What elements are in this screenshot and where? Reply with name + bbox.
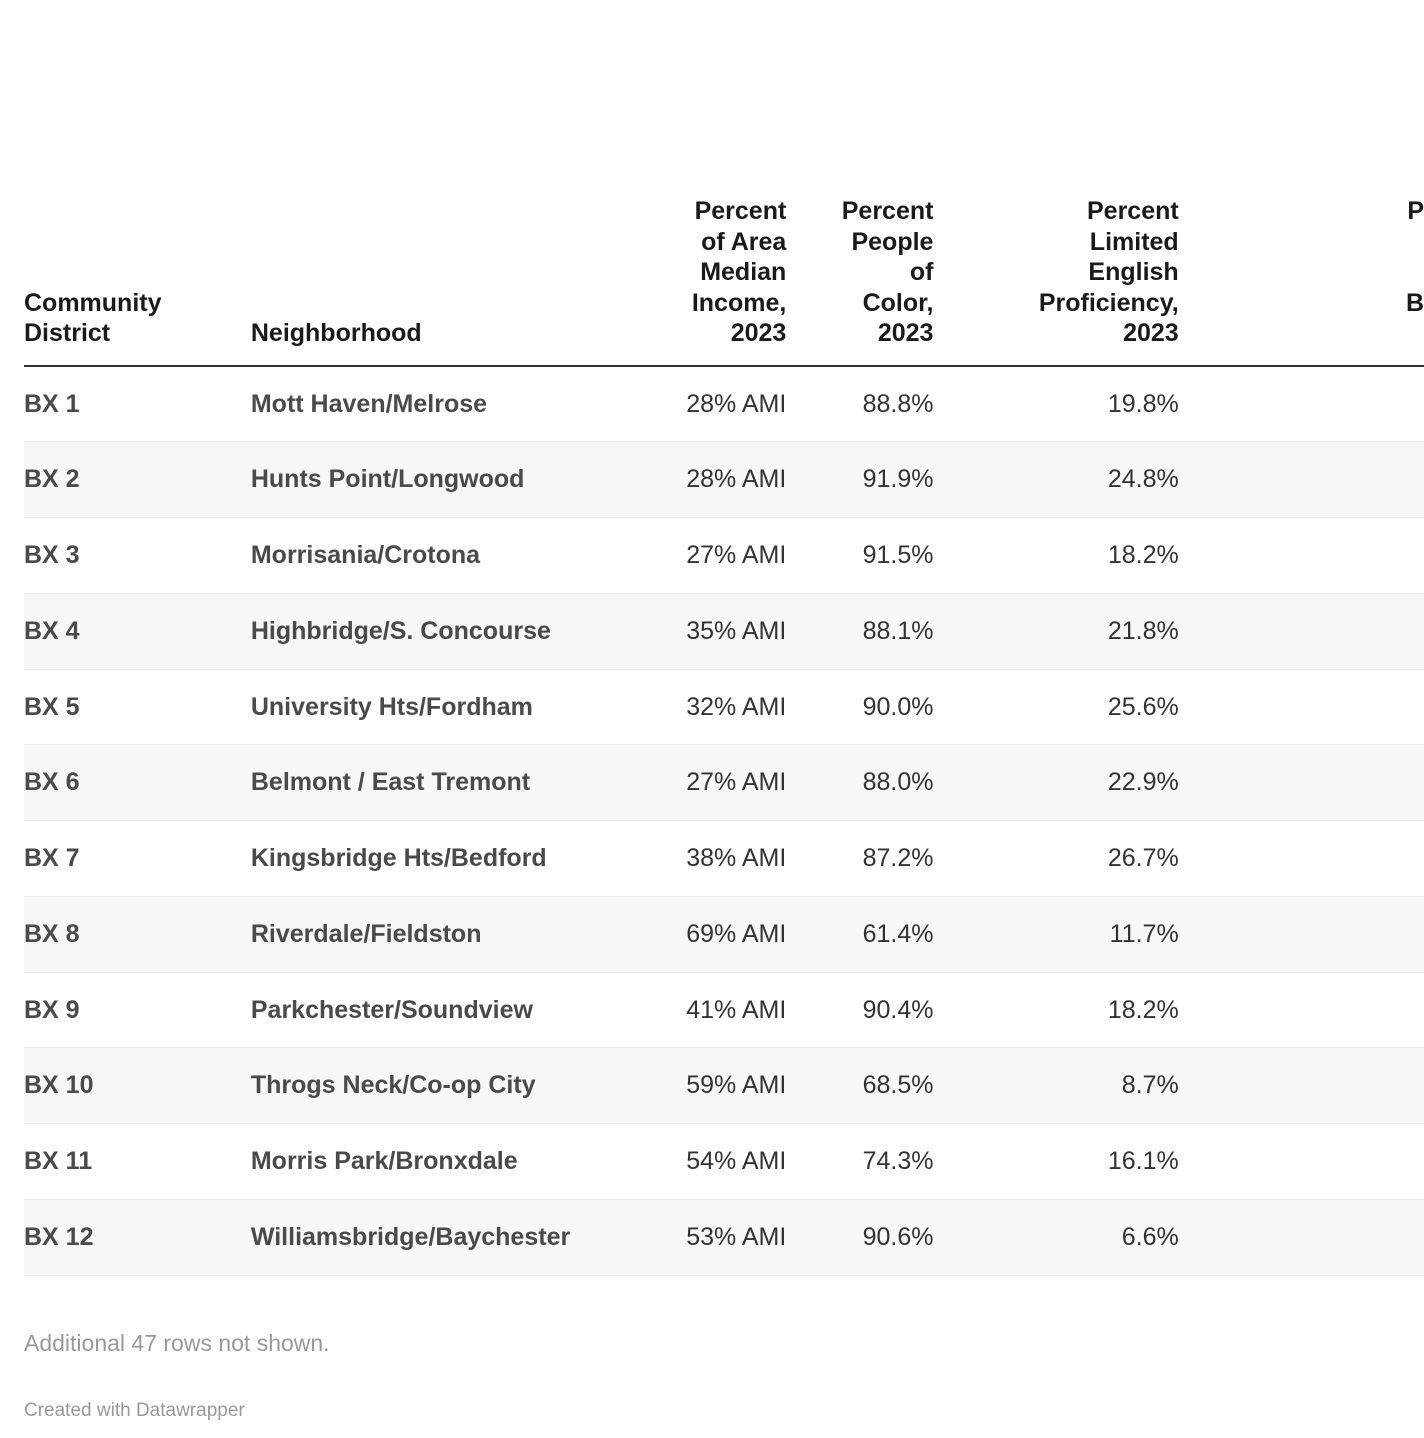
cell-percent-limited-english: 8.7% [933, 1048, 1178, 1124]
cell-truncated [1179, 1048, 1424, 1124]
rows-not-shown-note: Additional 47 rows not shown. [24, 1330, 330, 1356]
cell-community-district: BX 4 [24, 593, 251, 669]
header-line [1207, 257, 1424, 288]
cell-neighborhood: Mott Haven/Melrose [251, 366, 629, 442]
header-line: Percent [694, 197, 787, 225]
cell-community-district: BX 12 [24, 1199, 251, 1275]
column-header-percent-people-of-color[interactable] [786, 196, 933, 366]
cell-community-district: BX 6 [24, 745, 251, 821]
cell-percent-people-of-color: 88.8% [786, 366, 933, 442]
table-row[interactable] [24, 1048, 1424, 1124]
table-row[interactable] [24, 442, 1424, 518]
cell-community-district: BX 9 [24, 972, 251, 1048]
cell-neighborhood: Morris Park/Bronxdale [251, 1124, 629, 1200]
header-line: Neighborhood [250, 319, 422, 347]
cell-percent-people-of-color: 68.5% [786, 1048, 933, 1124]
cell-neighborhood: Hunts Point/Longwood [251, 442, 629, 518]
cell-percent-ami: 32% AMI [629, 669, 786, 745]
table-row[interactable] [24, 972, 1424, 1048]
table-row[interactable] [24, 1199, 1424, 1275]
header-line: Median [700, 258, 787, 286]
header-line: Percent [841, 197, 934, 225]
cell-percent-ami: 28% AMI [629, 442, 786, 518]
cell-percent-ami: 38% AMI [629, 821, 786, 897]
cell-percent-people-of-color: 88.0% [786, 745, 933, 821]
header-line: Limited [1089, 227, 1179, 256]
cell-percent-people-of-color: 90.4% [786, 972, 933, 1048]
header-line: 2023 [877, 319, 934, 347]
cell-neighborhood: Belmont / East Tremont [251, 745, 629, 821]
cell-truncated [1179, 366, 1424, 442]
cell-percent-people-of-color: 74.3% [786, 1124, 933, 1200]
header-line: of [909, 258, 934, 286]
cell-percent-limited-english: 11.7% [933, 896, 1178, 972]
cell-truncated [1179, 821, 1424, 897]
header-line: District [24, 319, 111, 347]
header-line [1207, 227, 1424, 258]
table-body [24, 366, 1424, 1276]
cell-percent-people-of-color: 88.1% [786, 593, 933, 669]
cell-truncated [1179, 1199, 1424, 1275]
header-line: P [1407, 197, 1424, 225]
cell-neighborhood: Highbridge/S. Concourse [251, 593, 629, 669]
cell-community-district: BX 5 [24, 669, 251, 745]
table-row[interactable] [24, 669, 1424, 745]
cell-percent-limited-english: 26.7% [933, 821, 1178, 897]
cell-neighborhood: Riverdale/Fieldston [251, 896, 629, 972]
cell-community-district: BX 8 [24, 896, 251, 972]
cell-truncated [1179, 972, 1424, 1048]
header-line: Community [24, 288, 162, 317]
table-row[interactable] [24, 518, 1424, 594]
cell-percent-people-of-color: 87.2% [786, 821, 933, 897]
cell-community-district: BX 1 [24, 366, 251, 442]
cell-percent-limited-english: 18.2% [933, 972, 1178, 1048]
cell-neighborhood: Williamsbridge/Baychester [251, 1199, 629, 1275]
cell-truncated [1179, 669, 1424, 745]
cell-community-district: BX 10 [24, 1048, 251, 1124]
cell-community-district: BX 2 [24, 442, 251, 518]
datawrapper-credit: Created with Datawrapper [24, 1400, 245, 1421]
cell-percent-limited-english: 6.6% [933, 1199, 1178, 1275]
header-line: Color, [862, 288, 934, 317]
column-header-truncated[interactable] [1179, 196, 1424, 366]
header-line: People [851, 227, 934, 256]
cell-percent-ami: 28% AMI [629, 366, 786, 442]
header-line: B [1405, 288, 1424, 317]
cell-neighborhood: Kingsbridge Hts/Bedford [251, 821, 629, 897]
cell-percent-ami: 69% AMI [629, 896, 786, 972]
cell-percent-people-of-color: 91.5% [786, 518, 933, 594]
header-line: of Area [701, 227, 787, 256]
cell-percent-limited-english: 19.8% [933, 366, 1178, 442]
cell-percent-limited-english: 18.2% [933, 518, 1178, 594]
table-row[interactable] [24, 745, 1424, 821]
table-row[interactable] [24, 821, 1424, 897]
column-header-percent-ami[interactable] [629, 196, 786, 366]
cell-percent-people-of-color: 90.6% [786, 1199, 933, 1275]
header-row [24, 196, 1424, 366]
column-header-neighborhood[interactable] [251, 196, 629, 366]
cell-percent-ami: 27% AMI [629, 745, 786, 821]
header-line: 2023 [730, 319, 787, 347]
cell-neighborhood: University Hts/Fordham [251, 669, 629, 745]
cell-percent-ami: 35% AMI [629, 593, 786, 669]
cell-neighborhood: Morrisania/Crotona [251, 518, 629, 594]
cell-percent-people-of-color: 90.0% [786, 669, 933, 745]
data-table [24, 196, 1424, 1276]
table-row[interactable] [24, 896, 1424, 972]
cell-community-district: BX 11 [24, 1124, 251, 1200]
cell-percent-people-of-color: 91.9% [786, 442, 933, 518]
cell-percent-ami: 59% AMI [629, 1048, 786, 1124]
table-row[interactable] [24, 593, 1424, 669]
cell-percent-ami: 53% AMI [629, 1199, 786, 1275]
cell-truncated [1179, 593, 1424, 669]
header-line: Percent [1086, 197, 1179, 225]
cell-truncated [1179, 518, 1424, 594]
cell-truncated [1179, 1124, 1424, 1200]
cell-truncated [1179, 745, 1424, 821]
cell-percent-limited-english: 25.6% [933, 669, 1178, 745]
cell-percent-limited-english: 22.9% [933, 745, 1178, 821]
cell-percent-limited-english: 24.8% [933, 442, 1178, 518]
header-line: 2023 [1123, 319, 1179, 347]
header-line [1207, 318, 1424, 349]
header-line: Income, [691, 288, 787, 317]
column-header-community-district[interactable] [24, 196, 251, 366]
cell-community-district: BX 7 [24, 821, 251, 897]
table-row[interactable] [24, 366, 1424, 442]
cell-truncated [1179, 896, 1424, 972]
table-container [24, 196, 1424, 1276]
cell-percent-ami: 27% AMI [629, 518, 786, 594]
cell-percent-limited-english: 21.8% [933, 593, 1178, 669]
table-header [24, 196, 1424, 366]
cell-percent-ami: 41% AMI [629, 972, 786, 1048]
cell-percent-ami: 54% AMI [629, 1124, 786, 1200]
cell-neighborhood: Throgs Neck/Co-op City [251, 1048, 629, 1124]
cell-truncated [1179, 442, 1424, 518]
cell-percent-limited-english: 16.1% [933, 1124, 1178, 1200]
cell-neighborhood: Parkchester/Soundview [251, 972, 629, 1048]
cell-community-district: BX 3 [24, 518, 251, 594]
header-line: Proficiency, [1038, 288, 1179, 317]
table-row[interactable] [24, 1124, 1424, 1200]
cell-percent-people-of-color: 61.4% [786, 896, 933, 972]
header-line: English [1088, 258, 1179, 286]
column-header-percent-limited-english[interactable] [933, 196, 1178, 366]
